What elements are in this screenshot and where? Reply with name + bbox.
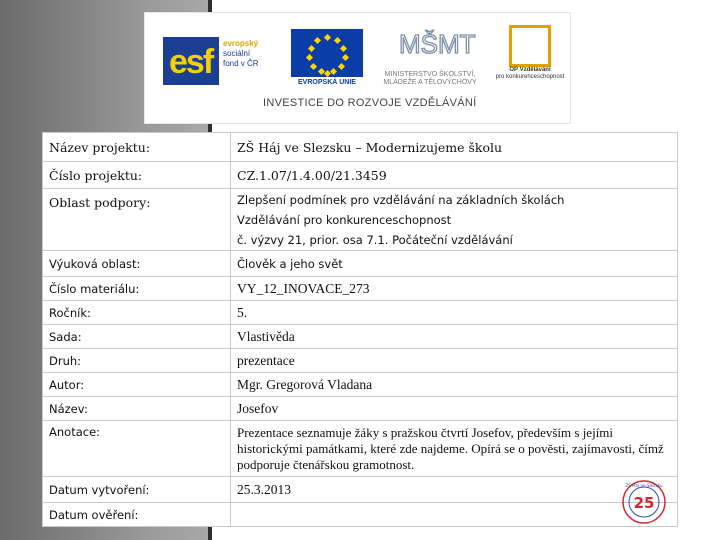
- row-label: Název:: [43, 397, 231, 421]
- table-row: [43, 477, 678, 503]
- eu-label: EVROPSKÁ UNIE: [298, 79, 356, 86]
- table-row: [43, 189, 678, 251]
- table-row: [43, 133, 678, 162]
- table-row: [43, 503, 678, 527]
- table-row: [43, 421, 678, 477]
- row-value: 5.: [231, 301, 678, 325]
- eu-flag-logo: [291, 29, 363, 91]
- row-label: Datum ověření:: [43, 503, 231, 527]
- table-row: [43, 349, 678, 373]
- banner-caption: INVESTICE DO ROZVOJE VZDĚLÁVÁNÍ: [263, 97, 477, 109]
- esf-logo: [163, 29, 275, 89]
- row-label: Autor:: [43, 373, 231, 397]
- row-value: CZ.1.07/1.4.00/21.3459: [231, 162, 678, 189]
- table-row: [43, 251, 678, 277]
- row-value: Vlastivěda: [231, 325, 678, 349]
- row-label: Datum vytvoření:: [43, 477, 231, 503]
- row-label: Název projektu:: [43, 133, 231, 162]
- table-row: [43, 373, 678, 397]
- stamp-number: 25: [633, 494, 655, 512]
- table-row: [43, 277, 678, 301]
- row-value: Josefov: [231, 397, 678, 421]
- esf-logo-text: esf: [169, 43, 213, 81]
- esf-words: evropský sociální fond v ČR: [223, 39, 259, 68]
- school-stamp-icon: [620, 478, 668, 526]
- row-label: Ročník:: [43, 301, 231, 325]
- table-row: [43, 325, 678, 349]
- row-label: Oblast podpory:: [43, 189, 231, 251]
- table-row: [43, 162, 678, 189]
- row-value: VY_12_INOVACE_273: [231, 277, 678, 301]
- row-value: Zlepšení podmínek pro vzdělávání na základních školách Vzdělávání pro konkurenceschopnost č. výzvy 21, prior. osa 7.1. Počáteční vzdělávání: [231, 189, 678, 251]
- row-label: Číslo materiálu:: [43, 277, 231, 301]
- row-value: [231, 503, 678, 527]
- row-label: Druh:: [43, 349, 231, 373]
- row-label: Výuková oblast:: [43, 251, 231, 277]
- table-row: [43, 397, 678, 421]
- row-label: Číslo projektu:: [43, 162, 231, 189]
- msmt-logo: [371, 23, 487, 93]
- msmt-logo-text: MŠMT: [399, 29, 476, 59]
- row-value: Mgr. Gregorová Vladana: [231, 373, 678, 397]
- table-row: [43, 301, 678, 325]
- row-value: Prezentace seznamuje žáky s pražskou čtvrtí Josefov, především s jejími historickými památkami, které zde najdeme. Opírá se o pověsti, zajímavosti, čímž podporuje čtenářskou gramotnost.: [231, 421, 678, 477]
- row-value: 25.3.2013: [231, 477, 678, 503]
- project-info-table: [42, 132, 678, 527]
- msmt-caption: MINISTERSTVO ŠKOLSTVÍ, MLÁDEŽE A TĚLOVÝCHOVY: [383, 71, 477, 86]
- op-vk-logo: [491, 21, 565, 101]
- op-caption: OP Vzdělávání pro konkurenceschopnost: [495, 67, 565, 80]
- row-label: Sada:: [43, 325, 231, 349]
- row-value: Člověk a jeho svět: [231, 251, 678, 277]
- eu-flag-icon: [291, 29, 363, 77]
- op-frame-icon: [509, 25, 551, 67]
- row-label: Anotace:: [43, 421, 231, 477]
- logo-banner: [144, 12, 571, 124]
- row-value: ZŠ Háj ve Slezsku – Modernizujeme školu: [231, 133, 678, 162]
- stamp-text: ZŠ Háj ve Slezsku: [625, 483, 663, 488]
- msmt-mark-icon: [395, 23, 476, 69]
- row-value: prezentace: [231, 349, 678, 373]
